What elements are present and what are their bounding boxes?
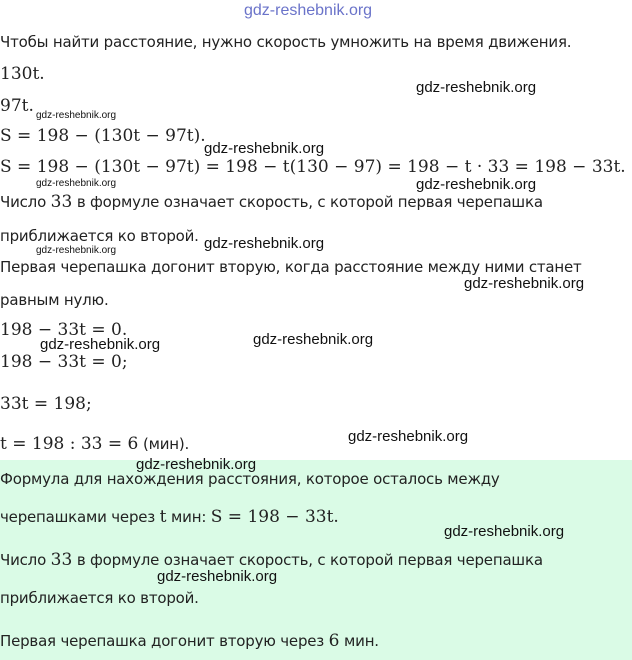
answer-line-5 xyxy=(0,631,379,651)
answer-line-4: приближается ко второй. xyxy=(0,589,199,607)
text-segment: черепашками через xyxy=(0,508,160,526)
watermark[interactable]: gdz-reshebnik.org xyxy=(136,456,257,473)
equation-4-line xyxy=(0,434,189,454)
watermark[interactable]: gdz-reshebnik.org xyxy=(416,176,537,193)
formula-expand: S = 198 − (130t − 97t) = 198 − t(130 − 97) = 198 − t · 33 = 198 − 33t. xyxy=(0,157,626,177)
watermark[interactable]: gdz-reshebnik.org xyxy=(416,79,537,96)
unit-label: (мин). xyxy=(138,435,190,453)
equation-4: t = 198 : 33 = 6 xyxy=(0,434,139,454)
distance-first: 130t. xyxy=(0,64,45,84)
watermark[interactable]: gdz-reshebnik.org xyxy=(40,336,161,353)
watermark[interactable]: gdz-reshebnik.org xyxy=(464,275,585,292)
watermark[interactable]: gdz-reshebnik.org xyxy=(444,523,565,540)
text-segment: Число xyxy=(0,193,51,211)
text-segment: в формуле означает скорость, с которой первая черепашка xyxy=(72,193,543,211)
text-segment: Число xyxy=(0,551,51,569)
equation-2: 198 − 33t = 0; xyxy=(0,352,128,372)
distance-second: 97t. xyxy=(0,96,34,116)
text-segment: мин. xyxy=(339,632,379,650)
math-33: 33 xyxy=(50,550,73,570)
catch-up-line-1: Первая черепашка догонит вторую, когда расстояние между ними станет xyxy=(0,258,582,276)
answer-line-1: Формула для нахождения расстояния, которое осталось между xyxy=(0,470,500,488)
math-6: 6 xyxy=(328,631,340,651)
watermark[interactable]: gdz-reshebnik.org xyxy=(204,235,325,252)
watermark[interactable]: gdz-reshebnik.org xyxy=(253,331,374,348)
equation-1: 198 − 33t = 0. xyxy=(0,320,128,340)
watermark[interactable]: gdz-reshebnik.org xyxy=(157,568,278,585)
watermark[interactable]: gdz-reshebnik.org xyxy=(204,140,325,157)
catch-up-line-2: равным нулю. xyxy=(0,291,109,309)
answer-formula: S = 198 − 33t. xyxy=(210,507,339,527)
equation-3: 33t = 198; xyxy=(0,394,92,414)
watermark[interactable]: gdz-reshebnik.org xyxy=(348,428,469,445)
answer-line-2 xyxy=(0,507,339,527)
math-33: 33 xyxy=(50,192,73,212)
text-segment: Первая черепашка догонит вторую через xyxy=(0,632,329,650)
formula-s: S = 198 − (130t − 97t). xyxy=(0,126,206,146)
watermark-top[interactable]: gdz-reshebnik.org xyxy=(244,2,373,19)
solution-number-33-cont: приближается ко второй. xyxy=(0,227,199,245)
watermark-small[interactable]: gdz-reshebnik.org xyxy=(36,110,117,121)
watermark-small[interactable]: gdz-reshebnik.org xyxy=(36,245,117,256)
watermark-small[interactable]: gdz-reshebnik.org xyxy=(36,178,117,189)
solution-number-33-line xyxy=(0,192,543,212)
answer-line-3 xyxy=(0,550,543,570)
solution-intro: Чтобы найти расстояние, нужно скорость умножить на время движения. xyxy=(0,33,572,51)
math-t: t xyxy=(159,507,167,527)
text-segment: в формуле означает скорость, с которой первая черепашка xyxy=(72,551,543,569)
text-segment: мин: xyxy=(166,508,211,526)
